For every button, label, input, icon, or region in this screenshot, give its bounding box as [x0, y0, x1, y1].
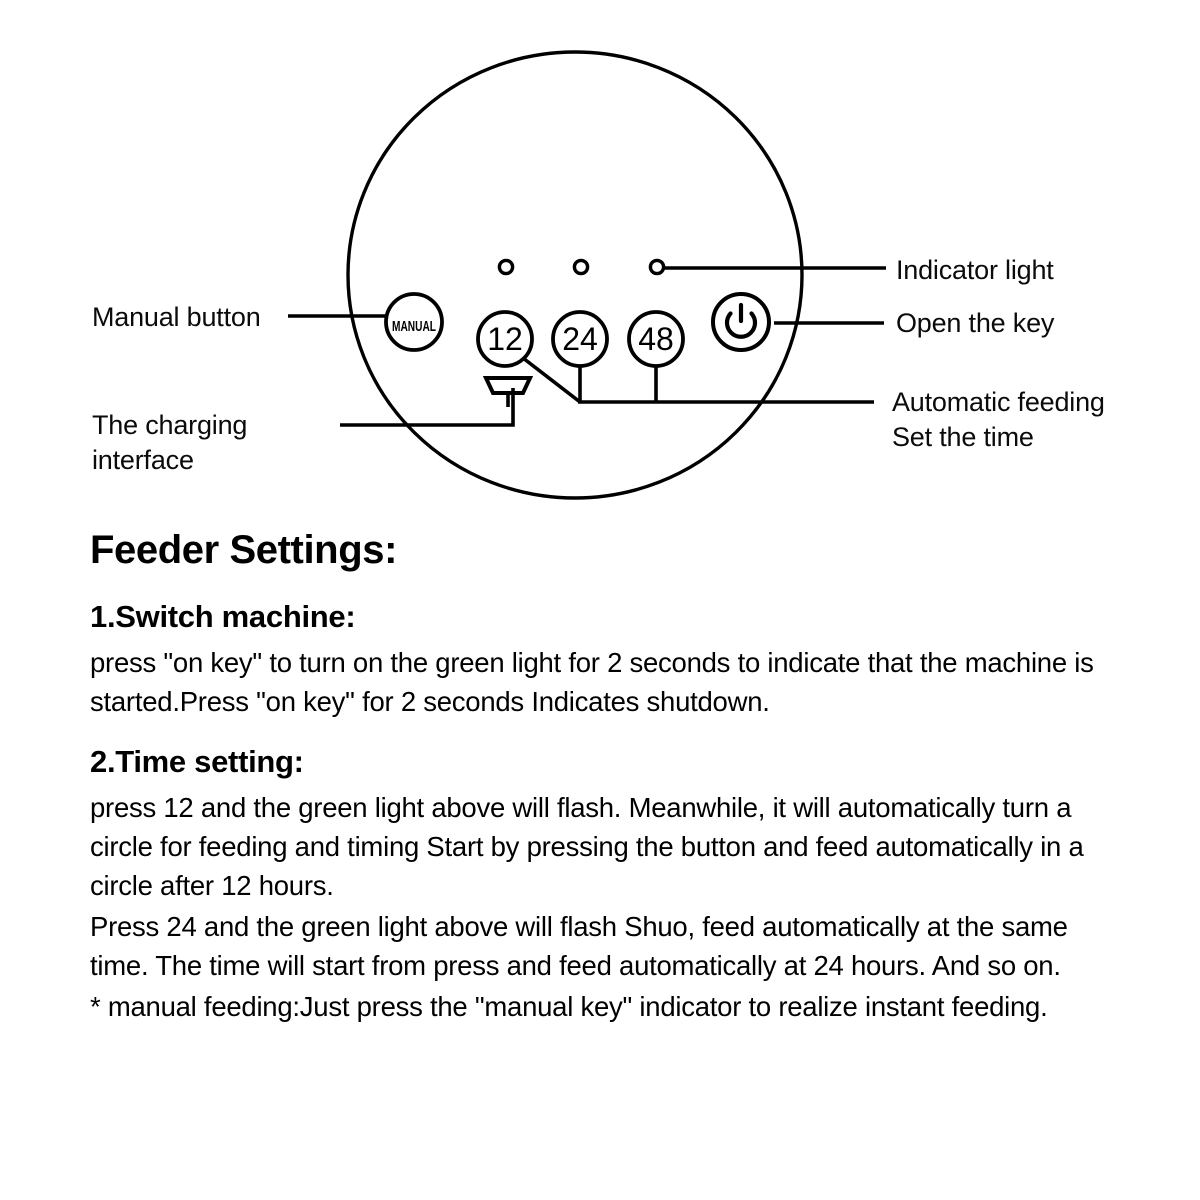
callout-automatic-feeding-line-2: Set the time: [892, 422, 1034, 453]
charging-port-icon: [486, 378, 530, 407]
power-button[interactable]: [713, 294, 769, 350]
instruction-sections: [90, 598, 1120, 1026]
section-heading: 1.Switch machine:: [90, 599, 356, 634]
indicator-light-2: [574, 260, 587, 273]
time-button-24-label: 24: [562, 321, 598, 357]
callout-indicator-light: Indicator light: [896, 255, 1054, 285]
instruction-section: [90, 598, 1120, 721]
instructions-panel: [90, 528, 1120, 1028]
callout-automatic-feeding-line-1: Automatic feeding: [892, 387, 1105, 417]
leader-line-charging-interface: [340, 388, 513, 425]
callout-charging-line-1: The charging: [92, 410, 248, 440]
manual-button-label: MANUAL: [392, 318, 436, 335]
device-body-outline: [348, 52, 802, 498]
callout-automatic-feeding: [892, 385, 1192, 455]
section-paragraph: press "on key" to turn on the green light for 2 seconds to indicate that the machine is started.Press "on key" for 2 seconds Indicates shutdown.: [90, 646, 1094, 717]
indicator-light-1: [499, 260, 512, 273]
section-heading: 2.Time setting:: [90, 743, 304, 779]
callout-open-the-key: Open the key: [896, 308, 1055, 338]
feeder-diagram: [0, 0, 1200, 510]
time-button-48-label: 48: [638, 321, 674, 357]
callout-manual-button: Manual button: [92, 302, 261, 332]
time-button-12-label: 12: [487, 321, 523, 357]
instruction-section: [90, 743, 1120, 1026]
section-paragraph: Press 24 and the green light above will flash Shuo, feed automatically at the same time. The time will start from press and feed automatically at 24 hours. And so on.: [90, 910, 1068, 981]
section-paragraph: * manual feeding:Just press the "manual key" indicator to realize instant feeding.: [90, 990, 1048, 1022]
page-title: Feeder Settings:: [90, 528, 397, 572]
callout-charging-interface: [92, 408, 352, 478]
section-paragraph: press 12 and the green light above will flash. Meanwhile, it will automatically turn a circle for feeding and timing Start by pressing the button and feed automatically in a circle after 12 hours.: [90, 791, 1084, 901]
power-icon: [727, 305, 755, 337]
callout-charging-line-2: interface: [92, 445, 194, 476]
indicator-light-3: [650, 260, 663, 273]
